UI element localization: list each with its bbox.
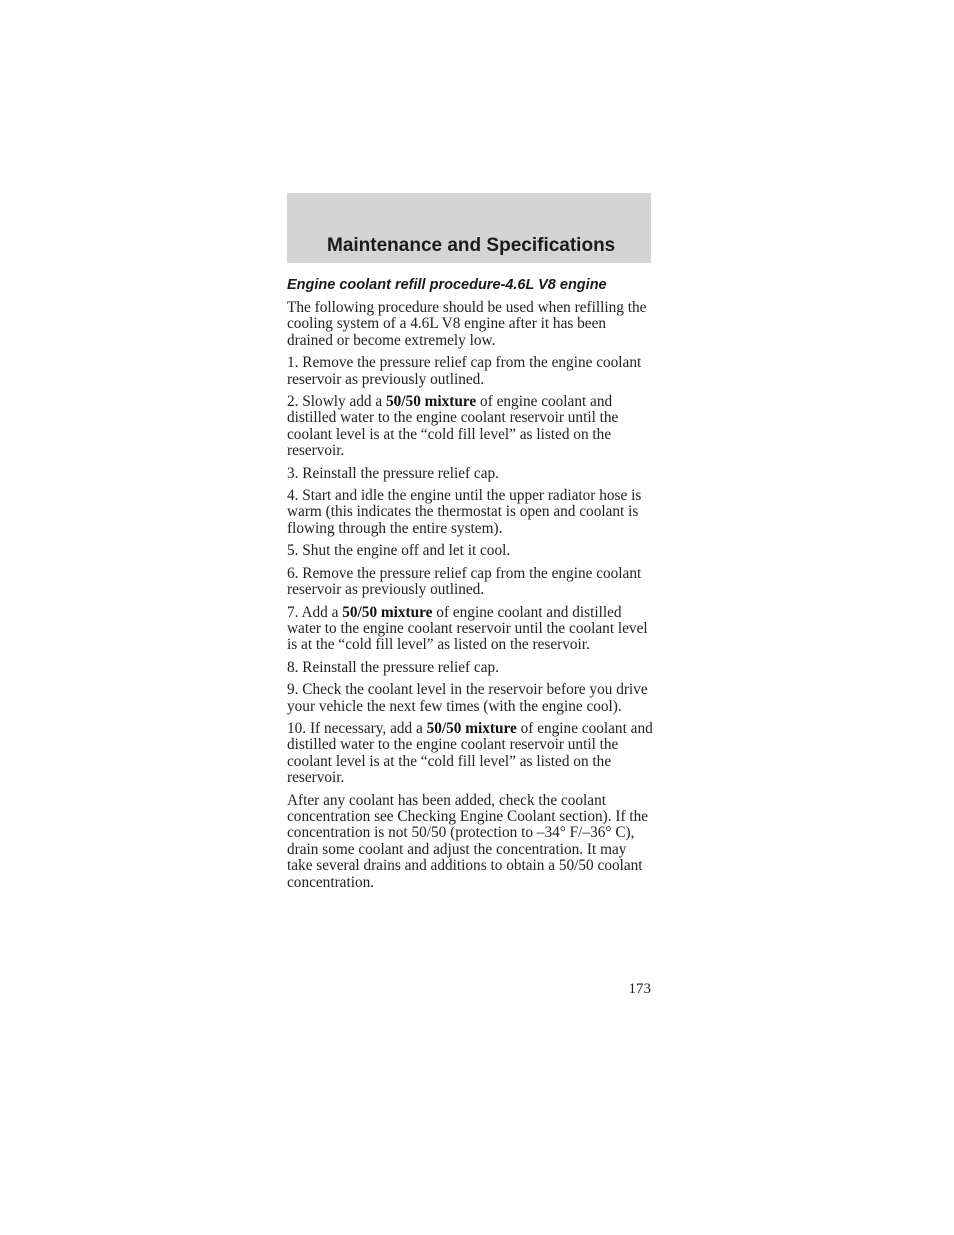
step-10-suffix: of engine coolant and distilled water to the engine coolant reservoir until the coolant level is at the “cold fill level” as listed on the reservoir. [287,719,653,787]
closing-paragraph: After any coolant has been added, check the coolant concentration see Checking Engine Coolant section). If the concentration is not 50/50 (protection to –34° F/–36° C), drain some coolant and adjust the concentration. It may take several drains and additions to obtain a 50/50 coolant concentration. [287,791,649,891]
step-7-suffix: of engine coolant and distilled water to the engine coolant reservoir until the coolant level is at the “cold fill level” as listed on the reservoir. [287,603,648,654]
intro-paragraph: The following procedure should be used when refilling the cooling system of a 4.6L V8 engine after it has been drained or become extremely low. [287,299,647,349]
section-header-band [287,193,651,263]
page-title: Maintenance and Specifications [327,235,616,256]
step-2-mixture: 50/50 mixture [386,393,477,411]
step-2-suffix: of engine coolant and distilled water to the engine coolant reservoir until the coolant level is at the “cold fill level” as listed on the reservoir. [287,393,619,460]
step-10-prefix: 10. If necessary, add a [287,719,427,737]
step-7-prefix: 7. Add a [287,603,343,621]
section-heading: Engine coolant refill procedure-4.6L V8 engine [287,277,607,293]
step-4: 4. Start and idle the engine until the upper radiator hose is warm (this indicates the thermostat is open and coolant is flowing through the entire system). [287,487,642,537]
step-6: 6. Remove the pressure relief cap from the engine coolant reservoir as previously outlined. [287,564,642,599]
step-9: 9. Check the coolant level in the reservoir before you drive your vehicle the next few times (with the engine cool). [287,681,648,715]
step-2 [287,394,655,460]
step-10-mixture: 50/50 mixture [426,719,517,737]
step-8: 8. Reinstall the pressure relief cap. [287,658,499,676]
step-3: 3. Reinstall the pressure relief cap. [287,464,499,482]
step-7 [287,605,655,654]
step-10 [287,721,655,787]
step-5: 5. Shut the engine off and let it cool. [287,542,511,560]
step-2-prefix: 2. Slowly add a [287,393,386,411]
page-number: 173 [628,981,651,997]
step-1: 1. Remove the pressure relief cap from the engine coolant reservoir as previously outlined. [287,354,642,388]
main-content [287,276,655,897]
step-7-mixture: 50/50 mixture [342,603,433,621]
